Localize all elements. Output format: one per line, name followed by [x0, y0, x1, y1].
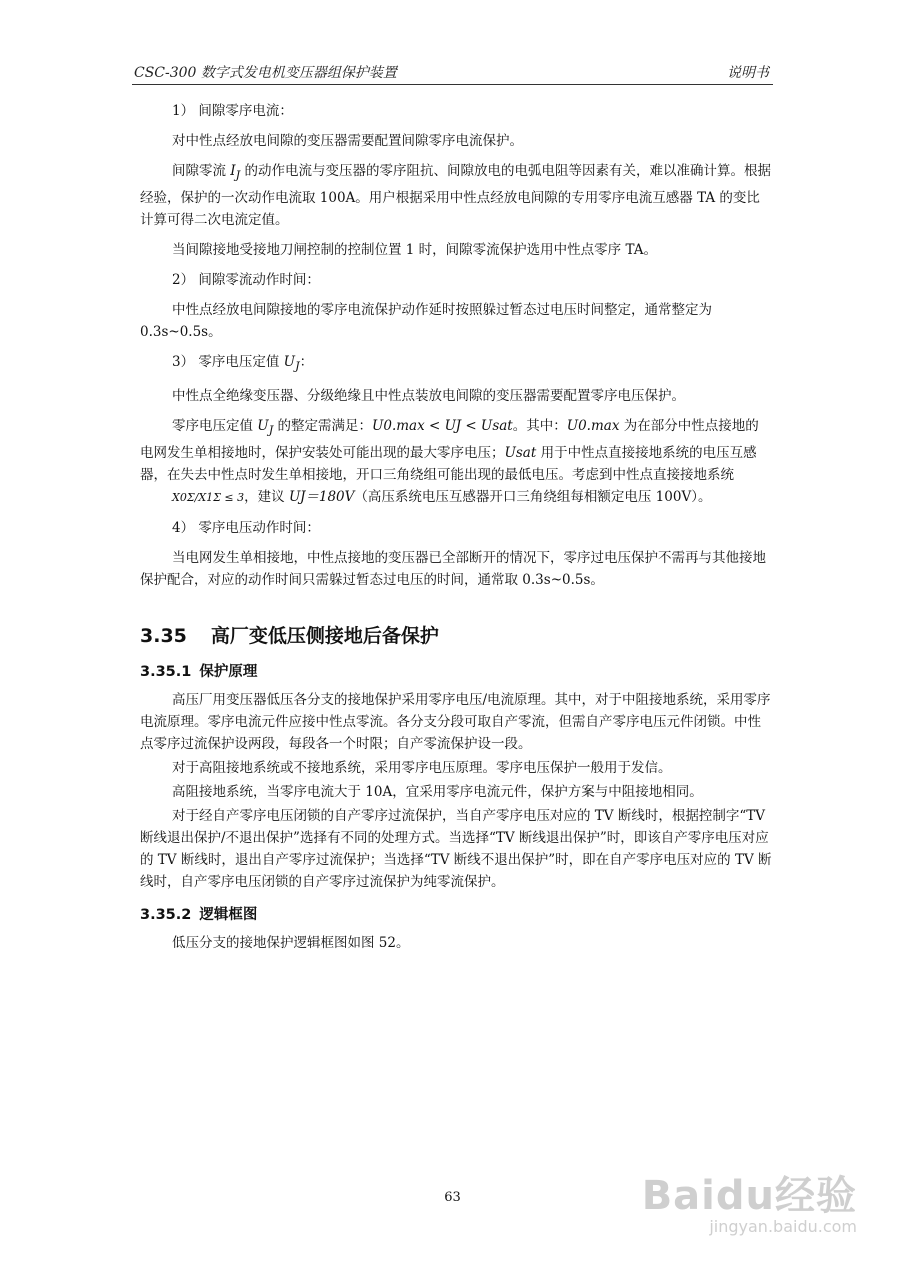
- subsection-heading: [140, 660, 772, 681]
- subsection-heading: [140, 903, 772, 924]
- paragraph: 当间隙接地受接地刀闸控制的控制位置 1 时，间隙零流保护选用中性点零序 TA。: [172, 241, 657, 258]
- list-item-gap-time: 2） 间隙零流动作时间：: [172, 271, 320, 288]
- text-run: 用于中性点直接接地系统的电压互感器，在失去中性点时发生单相接地，开口三角绕组可能出现的最低电压。考虑到中性点直接接地系统: [140, 445, 757, 484]
- paragraph: 中性点全绝缘变压器、分级绝缘且中性点装放电间隙的变压器需要配置零序电压保护。: [172, 388, 685, 405]
- paragraph: 高阻接地系统，当零序电流大于 10A，宜采用零序电流元件，保护方案与中阻接地相同。: [172, 784, 703, 801]
- paragraph: 当电网发生单相接地，中性点接地的变压器已全部断开的情况下，零序过电压保护不需再与其他接地保护配合，对应的动作时间只需躲过暂态过电压的时间，通常取 0.3s~0.5s。: [140, 550, 766, 589]
- header-doc-title: CSC-300 数字式发电机变压器组保护装置: [134, 65, 397, 81]
- variable-subscript: J: [235, 168, 241, 182]
- text-run: 为在部分中性点接地的电网发生单相接地时，保护安装处可能出现的最大零序电压；: [140, 418, 759, 462]
- page-header: [132, 60, 773, 85]
- section-heading: [140, 621, 772, 648]
- page-content: [140, 96, 772, 962]
- paragraph: 对于高阻接地系统或不接地系统，采用零序电压原理。零序电压保护一般用于发信。: [172, 760, 672, 777]
- subsection-title: 逻辑框图: [199, 907, 258, 924]
- text-run: 间隙零流: [172, 163, 231, 179]
- formula: U0.max < UJ < Usat: [372, 418, 513, 435]
- header-doc-type: 说明书: [727, 65, 769, 81]
- baidu-logo: Baidu经验: [641, 1173, 857, 1219]
- list-item-zero-seq-voltage: [140, 351, 772, 378]
- variable-symbol: U: [283, 353, 296, 370]
- list-item-zero-seq-time: 4） 零序电压动作时间：: [172, 520, 320, 537]
- section-number: 3.35: [140, 625, 187, 648]
- variable-subscript: J: [295, 359, 300, 373]
- subsection-number: 3.35.1: [140, 664, 192, 681]
- variable: [230, 163, 241, 182]
- subsection-title: 保护原理: [199, 664, 258, 681]
- watermark: [607, 1164, 857, 1244]
- section-title: 高厂变低压侧接地后备保护: [210, 625, 439, 648]
- formula: U0.max: [566, 418, 620, 435]
- variable-symbol: U: [257, 418, 269, 435]
- paragraph: 对于经自产零序电压闭锁的自产零序过流保护，当自产零序电压对应的 TV 断线时，根据控制字“TV 断线退出保护/不退出保护”选择有不同的处理方式。当选择“TV 断线退出保护”时，即该自产零序电压对应的 TV 断线时，退出自产零序过流保护；当选择“TV 断线不退出保护”时，即在自产零序电压对应的 TV 断线时，自产零序电压闭锁的自产零序过流保护为纯零流保护。: [140, 808, 772, 891]
- page-number: 63: [444, 1190, 461, 1205]
- text-run: 的整定需满足：: [273, 418, 372, 435]
- text-run: ：: [299, 353, 314, 370]
- subsection-number: 3.35.2: [140, 907, 192, 924]
- text-run: 。其中：: [512, 418, 567, 435]
- watermark-url: jingyan.baidu.com: [709, 1217, 857, 1236]
- text-run: 3） 零序电压定值: [172, 353, 284, 370]
- paragraph: 高压厂用变压器低压各分支的接地保护采用零序电压/电流原理。其中，对于中阻接地系统，采用零序电流原理。零序电流元件应接中性点零流。各分支分段可取自产零流，但需自产零序电压元件闭锁。中性点零序过流保护设两段，每段各一个时限；自产零流保护设一段。: [140, 692, 771, 753]
- paragraph: 对中性点经放电间隙的变压器需要配置间隙零序电流保护。: [172, 133, 523, 149]
- paragraph: 低压分支的接地保护逻辑框图如图 52。: [172, 935, 410, 952]
- text-run: 零序电压定值: [172, 418, 258, 435]
- paragraph: [140, 160, 772, 231]
- paragraph: [140, 415, 772, 509]
- list-item-gap-current: 1） 间隙零序电流：: [172, 103, 293, 119]
- text-run: （高压系统电压互感器开口三角绕组每相额定电压 100V）。: [354, 489, 712, 506]
- formula: UJ＝180V: [288, 489, 355, 506]
- variable-symbol: I: [230, 163, 236, 179]
- fraction-formula: X0Σ/X1Σ ≤ 3: [172, 491, 245, 505]
- paragraph: 中性点经放电间隙接地的零序电流保护动作延时按照躲过暂态过电压时间整定，通常整定为 0.3s~0.5s。: [140, 301, 712, 340]
- text-run: ，建议: [244, 489, 289, 506]
- variable-subscript: J: [268, 424, 274, 438]
- variable: [283, 353, 300, 373]
- variable: [257, 418, 274, 438]
- formula: Usat: [504, 445, 537, 462]
- text-run: 的动作电流与变压器的零序阻抗、间隙放电的电弧电阻等因素有关，难以准确计算。根据经验，保护的一次动作电流取 100A。用户根据采用中性点经放电间隙的专用零序电流互感器 TA 的变比计算可得二次电流定值。: [140, 163, 771, 228]
